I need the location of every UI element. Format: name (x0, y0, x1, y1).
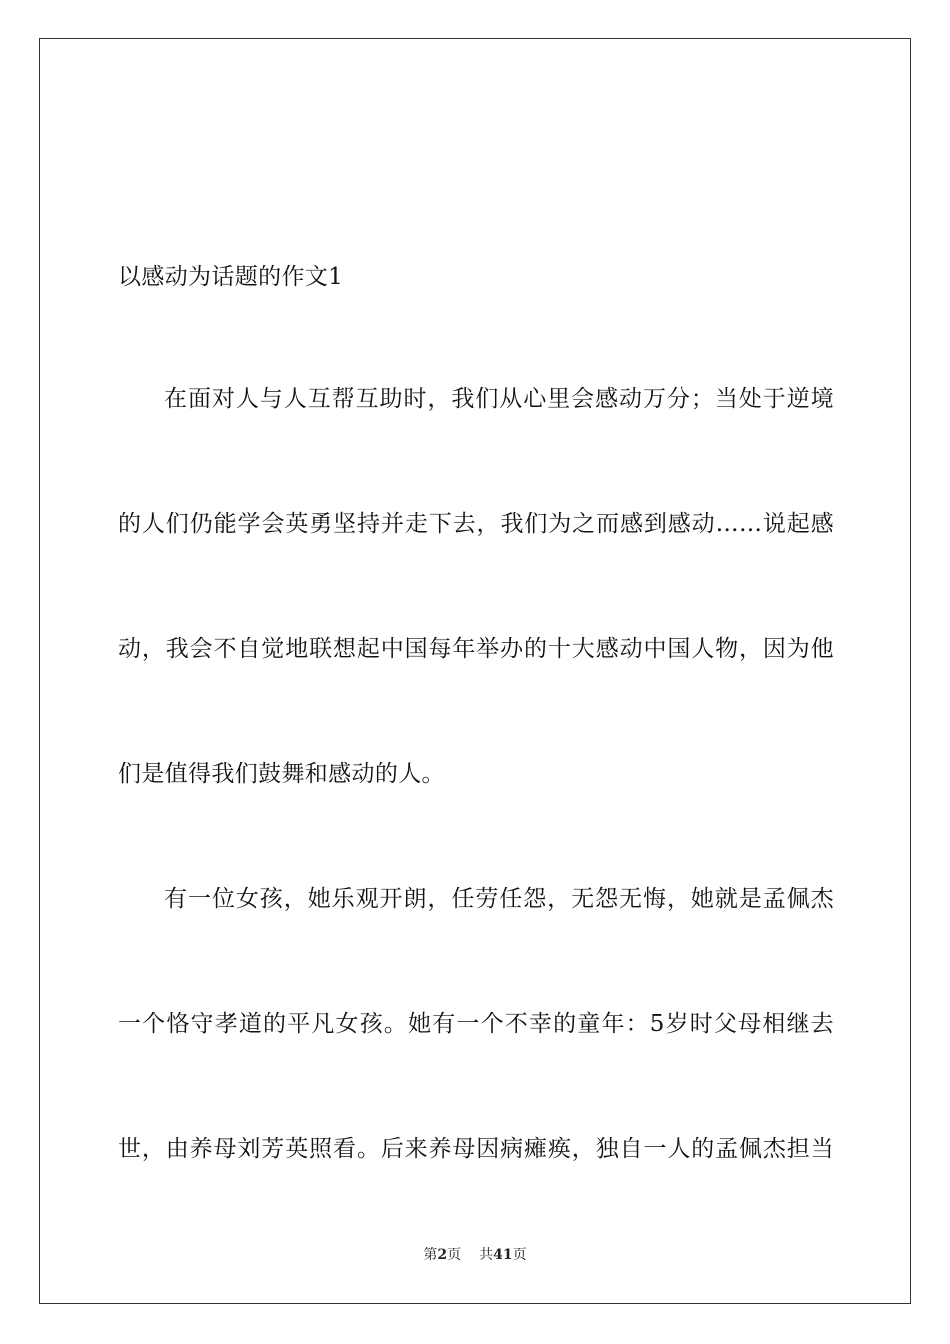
paragraph-2-line-2: 一个恪守孝道的平凡女孩。她有一个不幸的童年：5岁时父母相继去 (118, 1011, 834, 1037)
footer-total-prefix: 共 (479, 1247, 494, 1263)
footer-total-pages: 41 (493, 1247, 513, 1263)
footer-page-suffix: 页 (447, 1247, 462, 1263)
footer-total-suffix: 页 (512, 1247, 527, 1263)
footer-page-prefix: 第 (423, 1247, 438, 1263)
paragraph-2-line-1: 有一位女孩，她乐观开朗，任劳任怨，无怨无悔，她就是孟佩杰 (164, 886, 834, 912)
page-border (39, 38, 911, 1304)
document-title: 以感动为话题的作文1 (118, 264, 344, 290)
paragraph-2-line-3: 世，由养母刘芳英照看。后来养母因病瘫痪，独自一人的孟佩杰担当 (118, 1136, 834, 1162)
footer-page-number: 2 (437, 1247, 448, 1263)
paragraph-1-line-3: 动，我会不自觉地联想起中国每年举办的十大感动中国人物，因为他 (118, 636, 834, 662)
paragraph-1-line-2: 的人们仍能学会英勇坚持并走下去，我们为之而感到感动……说起感 (118, 511, 834, 537)
page-footer (0, 1246, 950, 1264)
paragraph-1-line-4: 们是值得我们鼓舞和感动的人。 (118, 761, 445, 787)
paragraph-1-line-1: 在面对人与人互帮互助时，我们从心里会感动万分；当处于逆境 (164, 386, 834, 412)
